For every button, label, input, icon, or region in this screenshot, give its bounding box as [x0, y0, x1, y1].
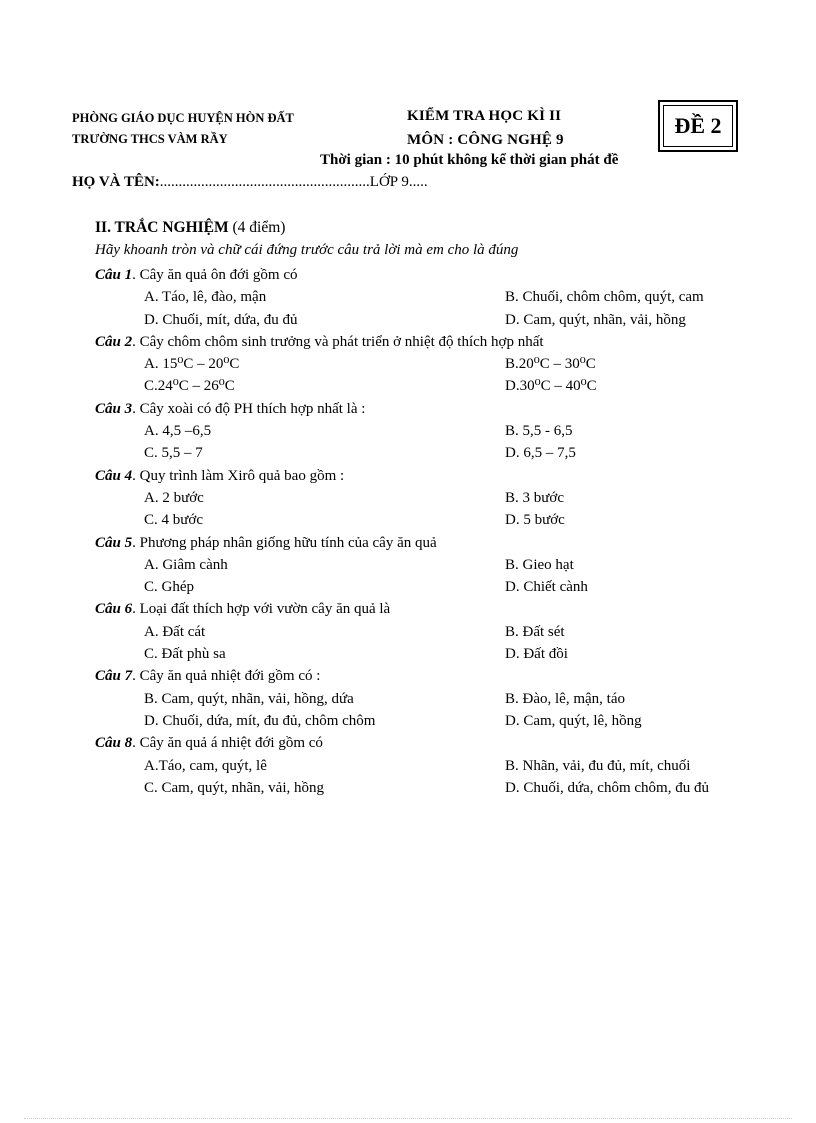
question-8	[95, 732, 755, 799]
option[interactable]: D. Cam, quýt, lê, hồng	[505, 712, 642, 729]
option[interactable]: C. Cam, quýt, nhãn, vải, hồng	[144, 779, 324, 796]
question-stem: . Quy trình làm Xirô quả bao gồm :	[132, 467, 345, 484]
section-points: (4 điểm)	[232, 219, 286, 236]
option[interactable]: D. Chuối, dứa, mít, đu đủ, chôm chôm	[144, 712, 376, 729]
option[interactable]: C. 5,5 – 7	[144, 445, 203, 462]
question-number: Câu 4	[95, 467, 133, 484]
option[interactable]: A. 2 bước	[144, 489, 204, 506]
option[interactable]: B. Chuối, chôm chôm, quýt, cam	[505, 289, 704, 306]
question-number: Câu 6	[95, 601, 133, 618]
option[interactable]: B. Đất sét	[505, 623, 565, 640]
question-1	[95, 264, 755, 331]
class-blank: ..LỚP 9.....	[362, 174, 428, 190]
header-left	[72, 108, 294, 150]
option[interactable]: B.20⁰C – 30⁰C	[505, 356, 596, 373]
question-number: Câu 1	[95, 267, 133, 283]
time-note: Thời gian : 10 phút không kể thời gian phát đề	[320, 152, 619, 168]
option[interactable]: C. Ghép	[144, 579, 194, 596]
option[interactable]: D. Đất đồi	[505, 646, 568, 663]
question-5	[95, 532, 755, 599]
question-list	[95, 264, 755, 799]
option[interactable]: D. Cam, quýt, nhãn, vải, hồng	[505, 311, 686, 328]
exam-code-box	[658, 100, 738, 152]
option[interactable]: A. Táo, lê, đào, mận	[144, 289, 267, 306]
question-stem: . Cây ăn quả ôn đới gồm có	[132, 267, 298, 283]
question-2	[95, 331, 755, 398]
option[interactable]: D.30⁰C – 40⁰C	[505, 378, 597, 395]
question-stem: . Loại đất thích hợp với vườn cây ăn quả là	[132, 601, 391, 618]
instruction-text: Hãy khoanh tròn và chữ cái đứng trước câu trả lời mà em cho là đúng	[95, 242, 519, 258]
option[interactable]: A.Táo, cam, quýt, lê	[144, 757, 267, 774]
option[interactable]: C. Đất phù sa	[144, 646, 226, 663]
option[interactable]: D. Chiết cành	[505, 579, 588, 596]
option[interactable]: D. 5 bước	[505, 512, 565, 529]
name-label: HỌ VÀ TÊN:	[72, 174, 160, 190]
question-4	[95, 465, 755, 532]
option[interactable]: A. Đất cát	[144, 623, 206, 640]
option[interactable]: C.24⁰C – 26⁰C	[144, 378, 235, 395]
option[interactable]: A. 15⁰C – 20⁰C	[144, 356, 240, 373]
question-stem: . Cây chôm chôm sinh trưởng và phát triển ở nhiệt độ thích hợp nhất	[132, 333, 544, 350]
question-number: Câu 2	[95, 333, 133, 350]
option[interactable]: B. 5,5 - 6,5	[505, 423, 573, 440]
subject-title: MÔN : CÔNG NGHỆ 9	[407, 132, 564, 148]
question-7	[95, 665, 755, 732]
exam-code: ĐỀ 2	[674, 113, 722, 138]
section-heading	[95, 219, 285, 237]
school-name: TRƯỜNG THCS VÀM RẦY	[72, 132, 228, 146]
question-stem: . Cây xoài có độ PH thích hợp nhất là :	[132, 400, 366, 417]
page-bottom-divider	[24, 1118, 792, 1119]
question-number: Câu 7	[95, 668, 133, 685]
option[interactable]: A. 4,5 –6,5	[144, 423, 212, 440]
option[interactable]: D. Chuối, mít, dứa, đu đủ	[144, 311, 298, 328]
question-stem: . Cây ăn quả á nhiệt đới gồm có	[132, 735, 323, 752]
student-info-line	[72, 174, 428, 191]
option[interactable]: B. 3 bước	[505, 489, 564, 506]
name-blank: ......................................................	[159, 174, 363, 190]
option[interactable]: B. Nhãn, vải, đu đủ, mít, chuối	[505, 757, 691, 774]
option[interactable]: B. Cam, quýt, nhãn, vải, hồng, dứa	[144, 690, 354, 707]
question-number: Câu 5	[95, 534, 133, 551]
question-stem: . Phương pháp nhân giống hữu tính của cây ăn quả	[132, 534, 437, 551]
option[interactable]: C. 4 bước	[144, 512, 203, 529]
header-center	[407, 104, 564, 152]
option[interactable]: A. Giâm cành	[144, 556, 228, 573]
question-stem: . Cây ăn quả nhiệt đới gồm có :	[132, 668, 321, 685]
option[interactable]: B. Đào, lê, mận, táo	[505, 690, 625, 707]
option[interactable]: B. Gieo hạt	[505, 556, 574, 573]
department-name: PHÒNG GIÁO DỤC HUYỆN HÒN ĐẤT	[72, 111, 294, 125]
question-6	[95, 598, 755, 665]
option[interactable]: D. 6,5 – 7,5	[505, 445, 576, 462]
exam-title: KIỂM TRA HỌC KÌ II	[407, 108, 562, 124]
question-3	[95, 398, 755, 465]
question-number: Câu 3	[95, 400, 133, 417]
option[interactable]: D. Chuối, dứa, chôm chôm, đu đủ	[505, 779, 709, 796]
question-number: Câu 8	[95, 735, 133, 752]
section-title: II. TRẮC NGHIỆM	[95, 219, 229, 236]
